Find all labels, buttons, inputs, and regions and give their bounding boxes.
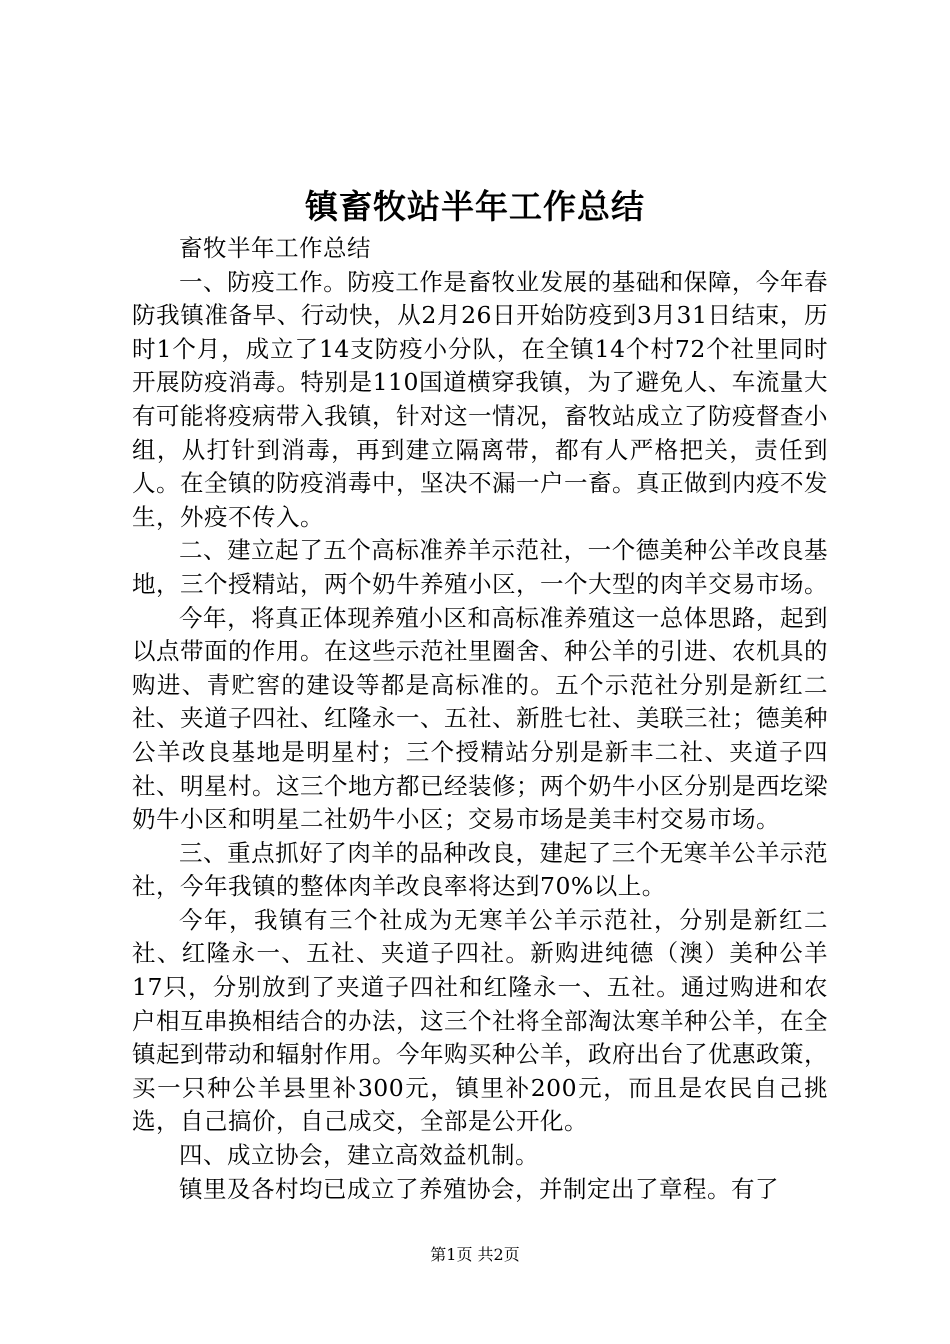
paragraph-demonstration-details: 今年，将真正体现养殖小区和高标准养殖这一总体思路，起到以点带面的作用。在这些示范社里圈舍、种公羊的引进、农机具的购进、青贮窖的建设等都是高标准的。五个示范社分别是新红二社、夹道子四社、红隆永一、五社、新胜七社、美联三社；德美种公羊改良基地是明星村；三个授精站分别是新丰二社、夹道子四社、明星村。这三个地方都已经装修；两个奶牛小区分别是西圪梁奶牛小区和明星二社奶牛小区；交易市场是美丰村交易市场。 xyxy=(132,603,828,834)
paragraph-breed-improvement: 三、重点抓好了肉羊的品种改良，建起了三个无寒羊公羊示范社，今年我镇的整体肉羊改良率将达到70%以上。 xyxy=(132,838,828,901)
paragraph-association-heading: 四、成立协会，建立高效益机制。 xyxy=(179,1141,539,1170)
document-body xyxy=(132,232,828,1206)
document-title: 镇畜牧站半年工作总结 xyxy=(305,187,645,226)
paragraph-association-details: 镇里及各村均已成立了养殖协会，并制定出了章程。有了 xyxy=(179,1174,779,1203)
paragraph-epidemic-prevention: 一、防疫工作。防疫工作是畜牧业发展的基础和保障，今年春防我镇准备早、行动快，从2月26日开始防疫到3月31日结束，历时1个月，成立了14支防疫小分队，在全镇14个村72个社里同时开展防疫消毒。特别是110国道横穿我镇，为了避免人、车流量大有可能将疫病带入我镇，针对这一情况，畜牧站成立了防疫督查小组，从打针到消毒，再到建立隔离带，都有人严格把关，责任到人。在全镇的防疫消毒中，坚决不漏一户一畜。真正做到内疫不发生，外疫不传入。 xyxy=(132,267,828,531)
page-footer: 第1页 共2页 xyxy=(430,1245,520,1264)
paragraph-demonstration-sites: 二、建立起了五个高标准养羊示范社，一个德美种公羊改良基地，三个授精站，两个奶牛养殖小区，一个大型的肉羊交易市场。 xyxy=(132,536,828,598)
paragraph-breed-details: 今年，我镇有三个社成为无寒羊公羊示范社，分别是新红二社、红隆永一、五社、夹道子四社。新购进纯德（澳）美种公羊17只，分别放到了夹道子四社和红隆永一、五社。通过购进和农户相互串换相结合的办法，这三个社将全部淘汰寒羊种公羊，在全镇起到带动和辐射作用。今年购买种公羊，政府出台了优惠政策，买一只种公羊县里补300元，镇里补200元，而且是农民自己挑选，自己搞价，自己成交，全部是公开化。 xyxy=(132,905,828,1136)
paragraph-subtitle: 畜牧半年工作总结 xyxy=(179,234,371,262)
